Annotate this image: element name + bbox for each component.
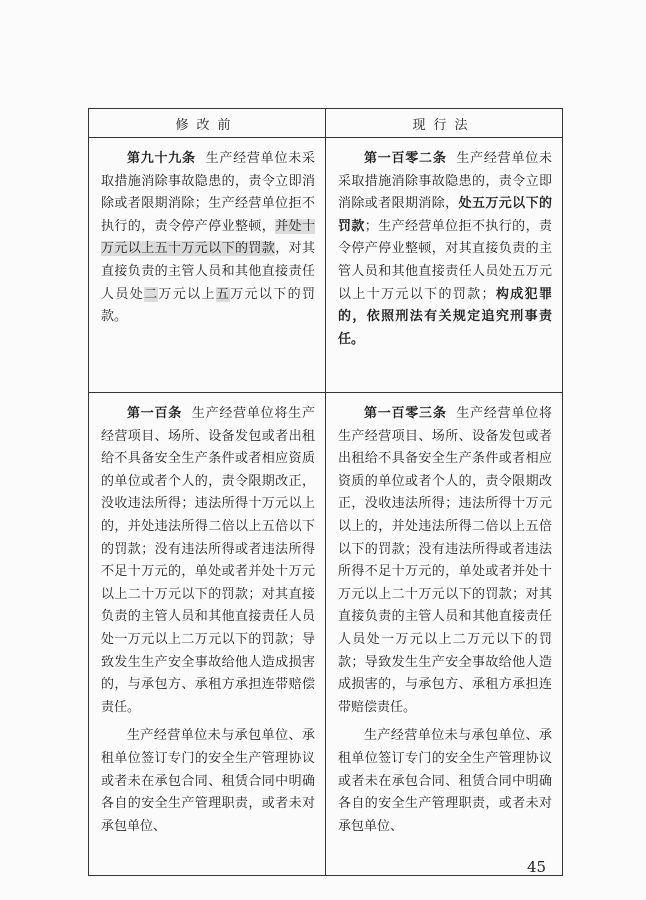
page-number: 45 <box>527 858 547 876</box>
text-segment: 生产经营单位未采取措施消除事故隐患的，责令立即消除或者限期消除；生产经营单位拒不执行的，责令停产停业整顿， <box>101 151 315 234</box>
highlighted-change: 二 <box>144 286 159 302</box>
article-number: 第一百零二条 <box>364 151 447 166</box>
paragraph <box>101 148 315 329</box>
paragraph <box>101 403 315 719</box>
header-before: 修改前 <box>89 109 326 138</box>
cell-before-article-100 <box>89 393 326 876</box>
bold-change: 构成犯罪的，依照刑法有关规定追究刑事责任。 <box>338 286 552 347</box>
table-header-row <box>89 109 563 138</box>
cell-current-article-103 <box>326 393 563 876</box>
article-number: 第九十九条 <box>127 151 196 166</box>
text-segment: 万元以上 <box>158 286 216 302</box>
highlighted-change: 五 <box>215 286 231 302</box>
text-segment: 万元以下的罚款。 <box>101 286 315 325</box>
text-segment: 生产经营单位未采取措施消除事故隐患的，责令立即消除或者限期消除， <box>338 151 552 212</box>
table-row <box>89 393 563 876</box>
article-number: 第一百条 <box>127 406 183 421</box>
cell-current-article-102 <box>326 138 563 393</box>
highlighted-change: 并处十万元以上五十万元以下的罚款 <box>101 218 315 257</box>
text-segment: ；生产经营单位拒不执行的，责令停产停业整顿，对其直接负责的主管人员和其他直接责任人员处五万元以上十万元以下的罚款； <box>338 218 552 302</box>
table-row <box>89 138 563 393</box>
text-segment: ，对其直接负责的主管人员和其他直接责任人员处 <box>101 241 315 302</box>
text-segment: 生产经营单位将生产经营项目、场所、设备发包或者出租给不具备安全生产条件或者相应资质的单位或者个人的，责令限期改正，没收违法所得；违法所得十万元以上的，并处违法所得二倍以上五倍以下的罚款；没有违法所得或者违法所得不足十万元的，单处或者并处十万元以上二十万元以下的罚款；对其直接负责的主管人员和其他直接责任人员处一万元以上二万元以下的罚款；导致发生生产安全事故给他人造成损害的，与承包方、承租方承担连带赔偿责任。 <box>101 406 315 715</box>
header-current: 现行法 <box>326 109 563 138</box>
paragraph: 生产经营单位未与承包单位、承租单位签订专门的安全生产管理协议或者未在承包合同、租赁合同中明确各自的安全生产管理职责，或者未对承包单位、 <box>338 728 552 834</box>
paragraph: 生产经营单位未与承包单位、承租单位签订专门的安全生产管理协议或者未在承包合同、租赁合同中明确各自的安全生产管理职责，或者未对承包单位、 <box>101 728 315 834</box>
article-number: 第一百零三条 <box>364 406 447 421</box>
text-segment: 生产经营单位将生产经营项目、场所、设备发包或者出租给不具备安全生产条件或者相应资质的单位或者个人的，责令限期改正，没收违法所得；违法所得十万元以上的，并处违法所得二倍以上五倍以下的罚款；没有违法所得或者违法所得不足十万元的，单处或者并处十万元以上二十万元以下的罚款；对其直接负责的主管人员和其他直接责任人员处一万元以上二万元以下的罚款；导致发生生产安全事故给他人造成损害的，与承包方、承租方承担连带赔偿责任。 <box>338 406 552 715</box>
bold-change: 处五万元以下的罚款 <box>338 196 552 234</box>
paragraph <box>338 148 552 351</box>
cell-before-article-99 <box>89 138 326 393</box>
paragraph <box>338 403 552 719</box>
comparison-table <box>88 108 563 876</box>
